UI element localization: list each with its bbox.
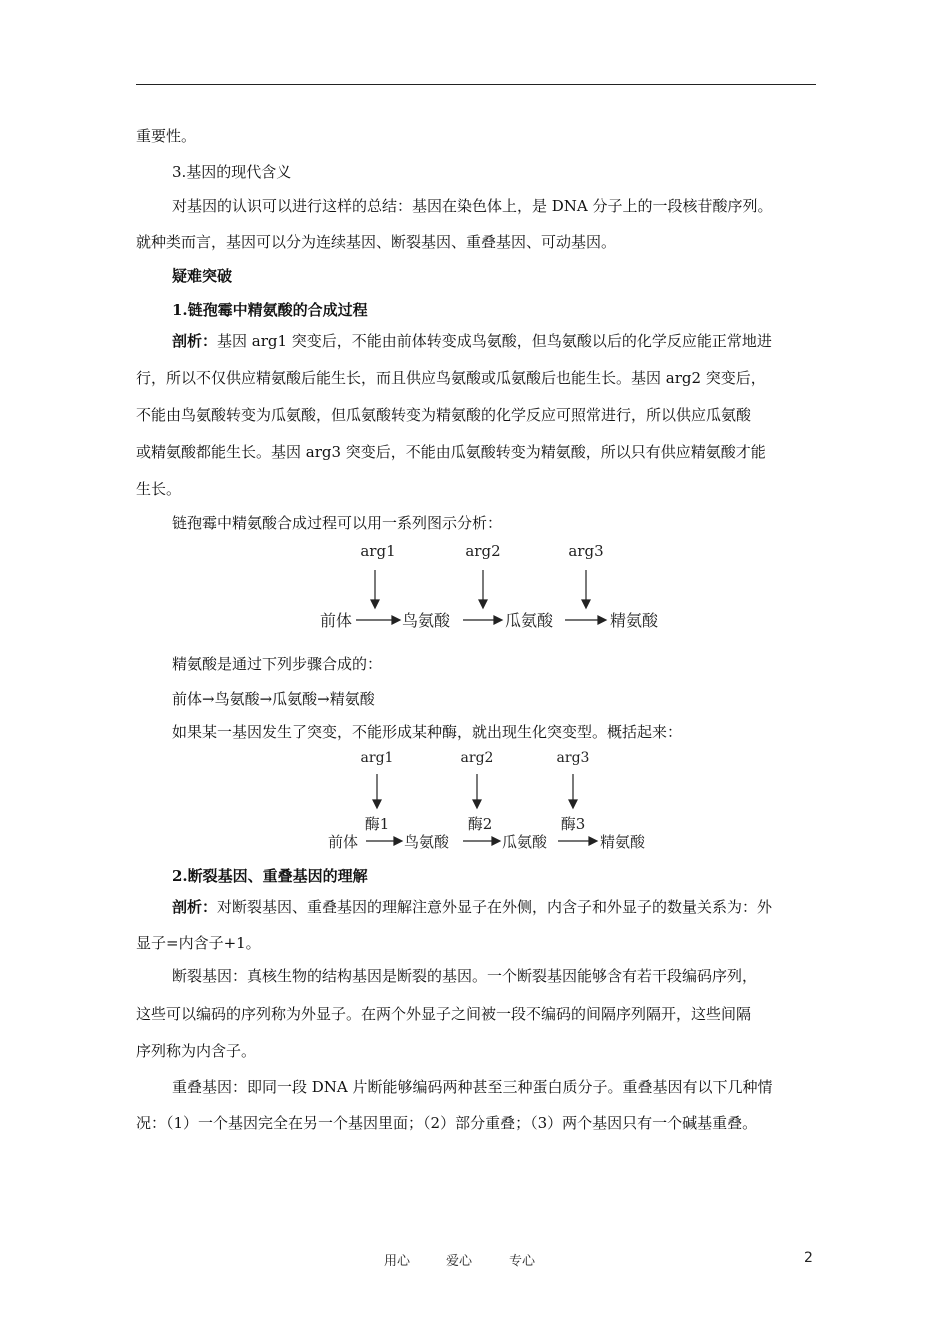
arrow-head <box>494 616 502 624</box>
section-title: 疑难突破 <box>172 267 233 285</box>
arrow-head <box>598 616 606 624</box>
arrow-head <box>392 616 400 624</box>
footer-motto: 爱心 <box>446 1254 473 1269</box>
text-line: 前体→鸟氨酸→瓜氨酸→精氨酸 <box>172 690 375 708</box>
arrow-head <box>569 800 577 808</box>
text-line <box>172 897 772 917</box>
footer-motto: 用心 <box>384 1254 411 1269</box>
gene-label: arg3 <box>568 542 604 560</box>
text-line: 不能由鸟氨酸转变为瓜氨酸，但瓜氨酸转变为精氨酸的化学反应可照常进行，所以供应瓜氨酸 <box>136 406 752 424</box>
arrow-head <box>371 600 379 608</box>
text-line: 行，所以不仅供应精氨酸后能生长，而且供应鸟氨酸或瓜氨酸后也能生长。基因 arg2 突变后， <box>136 369 766 387</box>
arrow-head <box>373 800 381 808</box>
enzyme-label: 酶3 <box>560 815 586 833</box>
text-line: 或精氨酸都能生长。基因 arg3 突变后，不能由瓜氨酸转变为精氨酸，所以只有供应精氨酸才能 <box>136 443 766 461</box>
arrow-head <box>582 600 590 608</box>
analysis-text: 基因 arg1 突变后，不能由前体转变成鸟氨酸，但鸟氨酸以后的化学反应能正常地进 <box>217 332 772 350</box>
section-heading: 2.断裂基因、重叠基因的理解 <box>172 867 368 885</box>
pathway-diagram-2 <box>320 744 670 856</box>
text-line <box>172 331 772 351</box>
substance-label: 瓜氨酸 <box>505 611 554 630</box>
analysis-text: 对断裂基因、重叠基因的理解注意外显子在外侧，内含子和外显子的数量关系为：外 <box>217 898 773 916</box>
arrow-head <box>479 600 487 608</box>
substance-label: 瓜氨酸 <box>502 833 548 851</box>
gene-label: arg3 <box>556 750 590 766</box>
gene-label: arg1 <box>360 750 394 766</box>
arrow-head <box>394 837 402 845</box>
gene-label: arg1 <box>360 542 396 560</box>
substance-label: 精氨酸 <box>600 833 646 851</box>
arrow-head <box>473 800 481 808</box>
substance-label: 精氨酸 <box>610 611 659 630</box>
text-line: 重要性。 <box>136 127 197 145</box>
text-line: 就种类而言，基因可以分为连续基因、断裂基因、重叠基因、可动基因。 <box>136 233 617 251</box>
analysis-label: 剖析： <box>172 898 218 916</box>
substance-label: 前体 <box>320 611 353 630</box>
text-line: 显子=内含子+1。 <box>136 934 261 952</box>
substance-label: 前体 <box>328 833 359 851</box>
text-line: 序列称为内含子。 <box>136 1042 257 1060</box>
text-line: 如果某一基因发生了突变，不能形成某种酶，就出现生化突变型。概括起来： <box>172 723 683 741</box>
enzyme-label: 酶2 <box>467 815 493 833</box>
text-line: 对基因的认识可以进行这样的总结：基因在染色体上，是 DNA 分子上的一段核苷酸序列。 <box>172 197 773 215</box>
section-heading: 1.链孢霉中精氨酸的合成过程 <box>172 301 368 319</box>
footer-motto: 专心 <box>509 1254 536 1269</box>
arrow-head <box>492 837 500 845</box>
text-line: 这些可以编码的序列称为外显子。在两个外显子之间被一段不编码的间隔序列隔开，这些间隔 <box>136 1005 752 1023</box>
text-line: 断裂基因：真核生物的结构基因是断裂的基因。一个断裂基因能够含有若干段编码序列， <box>172 967 758 985</box>
header-rule <box>136 84 816 85</box>
substance-label: 鸟氨酸 <box>404 833 450 851</box>
text-line: 精氨酸是通过下列步骤合成的： <box>172 655 383 673</box>
gene-label: arg2 <box>460 750 494 766</box>
enzyme-label: 酶1 <box>364 815 390 833</box>
gene-label: arg2 <box>465 542 501 560</box>
arrow-head <box>589 837 597 845</box>
section-heading: 3.基因的现代含义 <box>172 163 292 181</box>
text-line: 况：（1）一个基因完全在另一个基因里面；（2）部分重叠；（3）两个基因只有一个碱基重叠。 <box>136 1114 758 1132</box>
pathway-diagram-1 <box>300 536 680 636</box>
analysis-label: 剖析： <box>172 332 218 350</box>
text-line: 重叠基因：即同一段 DNA 片断能够编码两种甚至三种蛋白质分子。重叠基因有以下几种情 <box>172 1078 773 1096</box>
text-line: 链孢霉中精氨酸合成过程可以用一系列图示分析： <box>172 514 503 532</box>
substance-label: 鸟氨酸 <box>402 611 451 630</box>
text-line: 生长。 <box>136 480 182 498</box>
page-number: 2 <box>804 1250 813 1266</box>
